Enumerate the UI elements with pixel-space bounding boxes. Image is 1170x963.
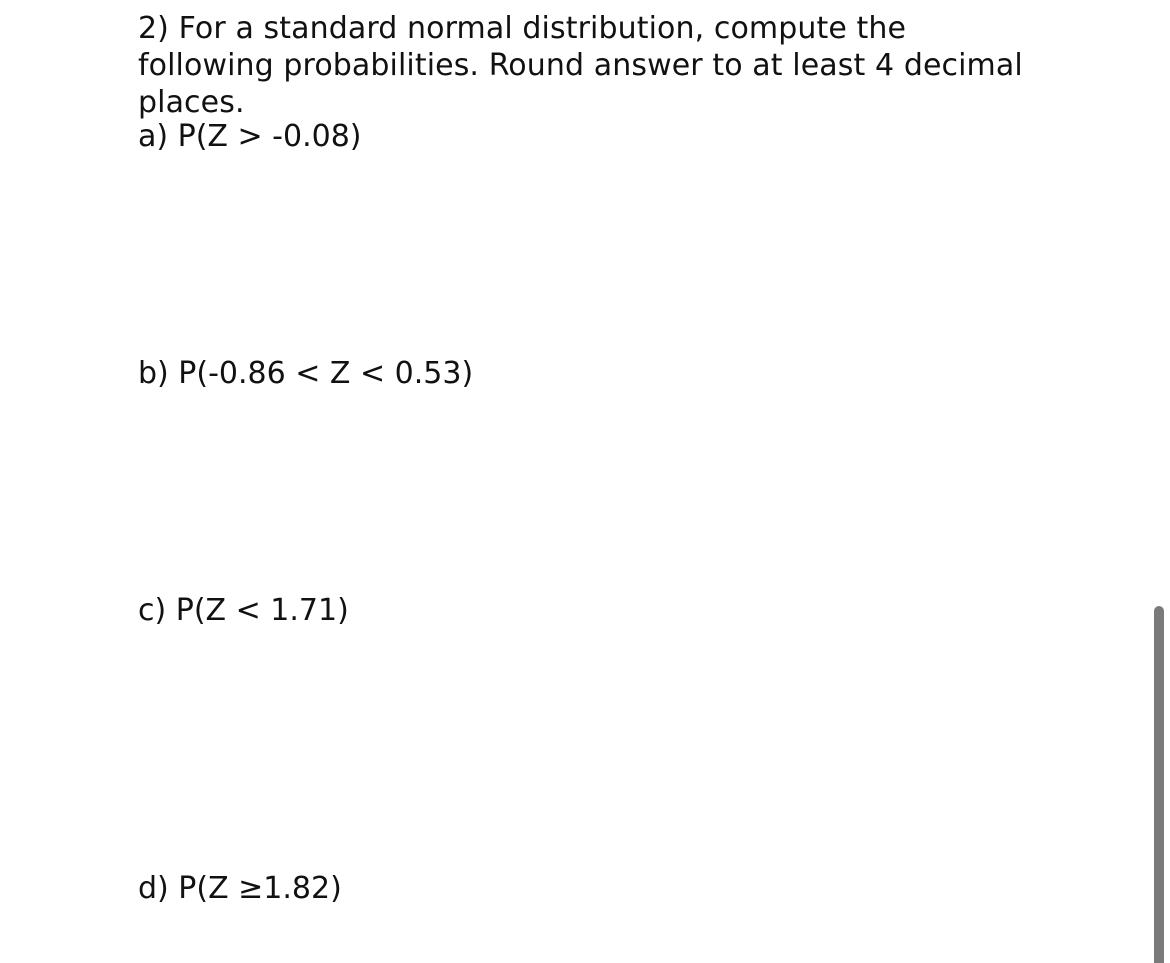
part-d-text: d) P(Z ≥1.82) bbox=[138, 871, 342, 906]
question-header: 2) For a standard normal distribution, compute the following probabilities. Round answer to at least 4 decimal places. bbox=[138, 11, 1023, 120]
part-c-text: c) P(Z < 1.71) bbox=[138, 593, 349, 628]
vertical-scrollbar-thumb[interactable] bbox=[1154, 606, 1164, 963]
part-a-text: a) P(Z > -0.08) bbox=[138, 119, 362, 154]
part-b-text: b) P(-0.86 < Z < 0.53) bbox=[138, 356, 474, 391]
